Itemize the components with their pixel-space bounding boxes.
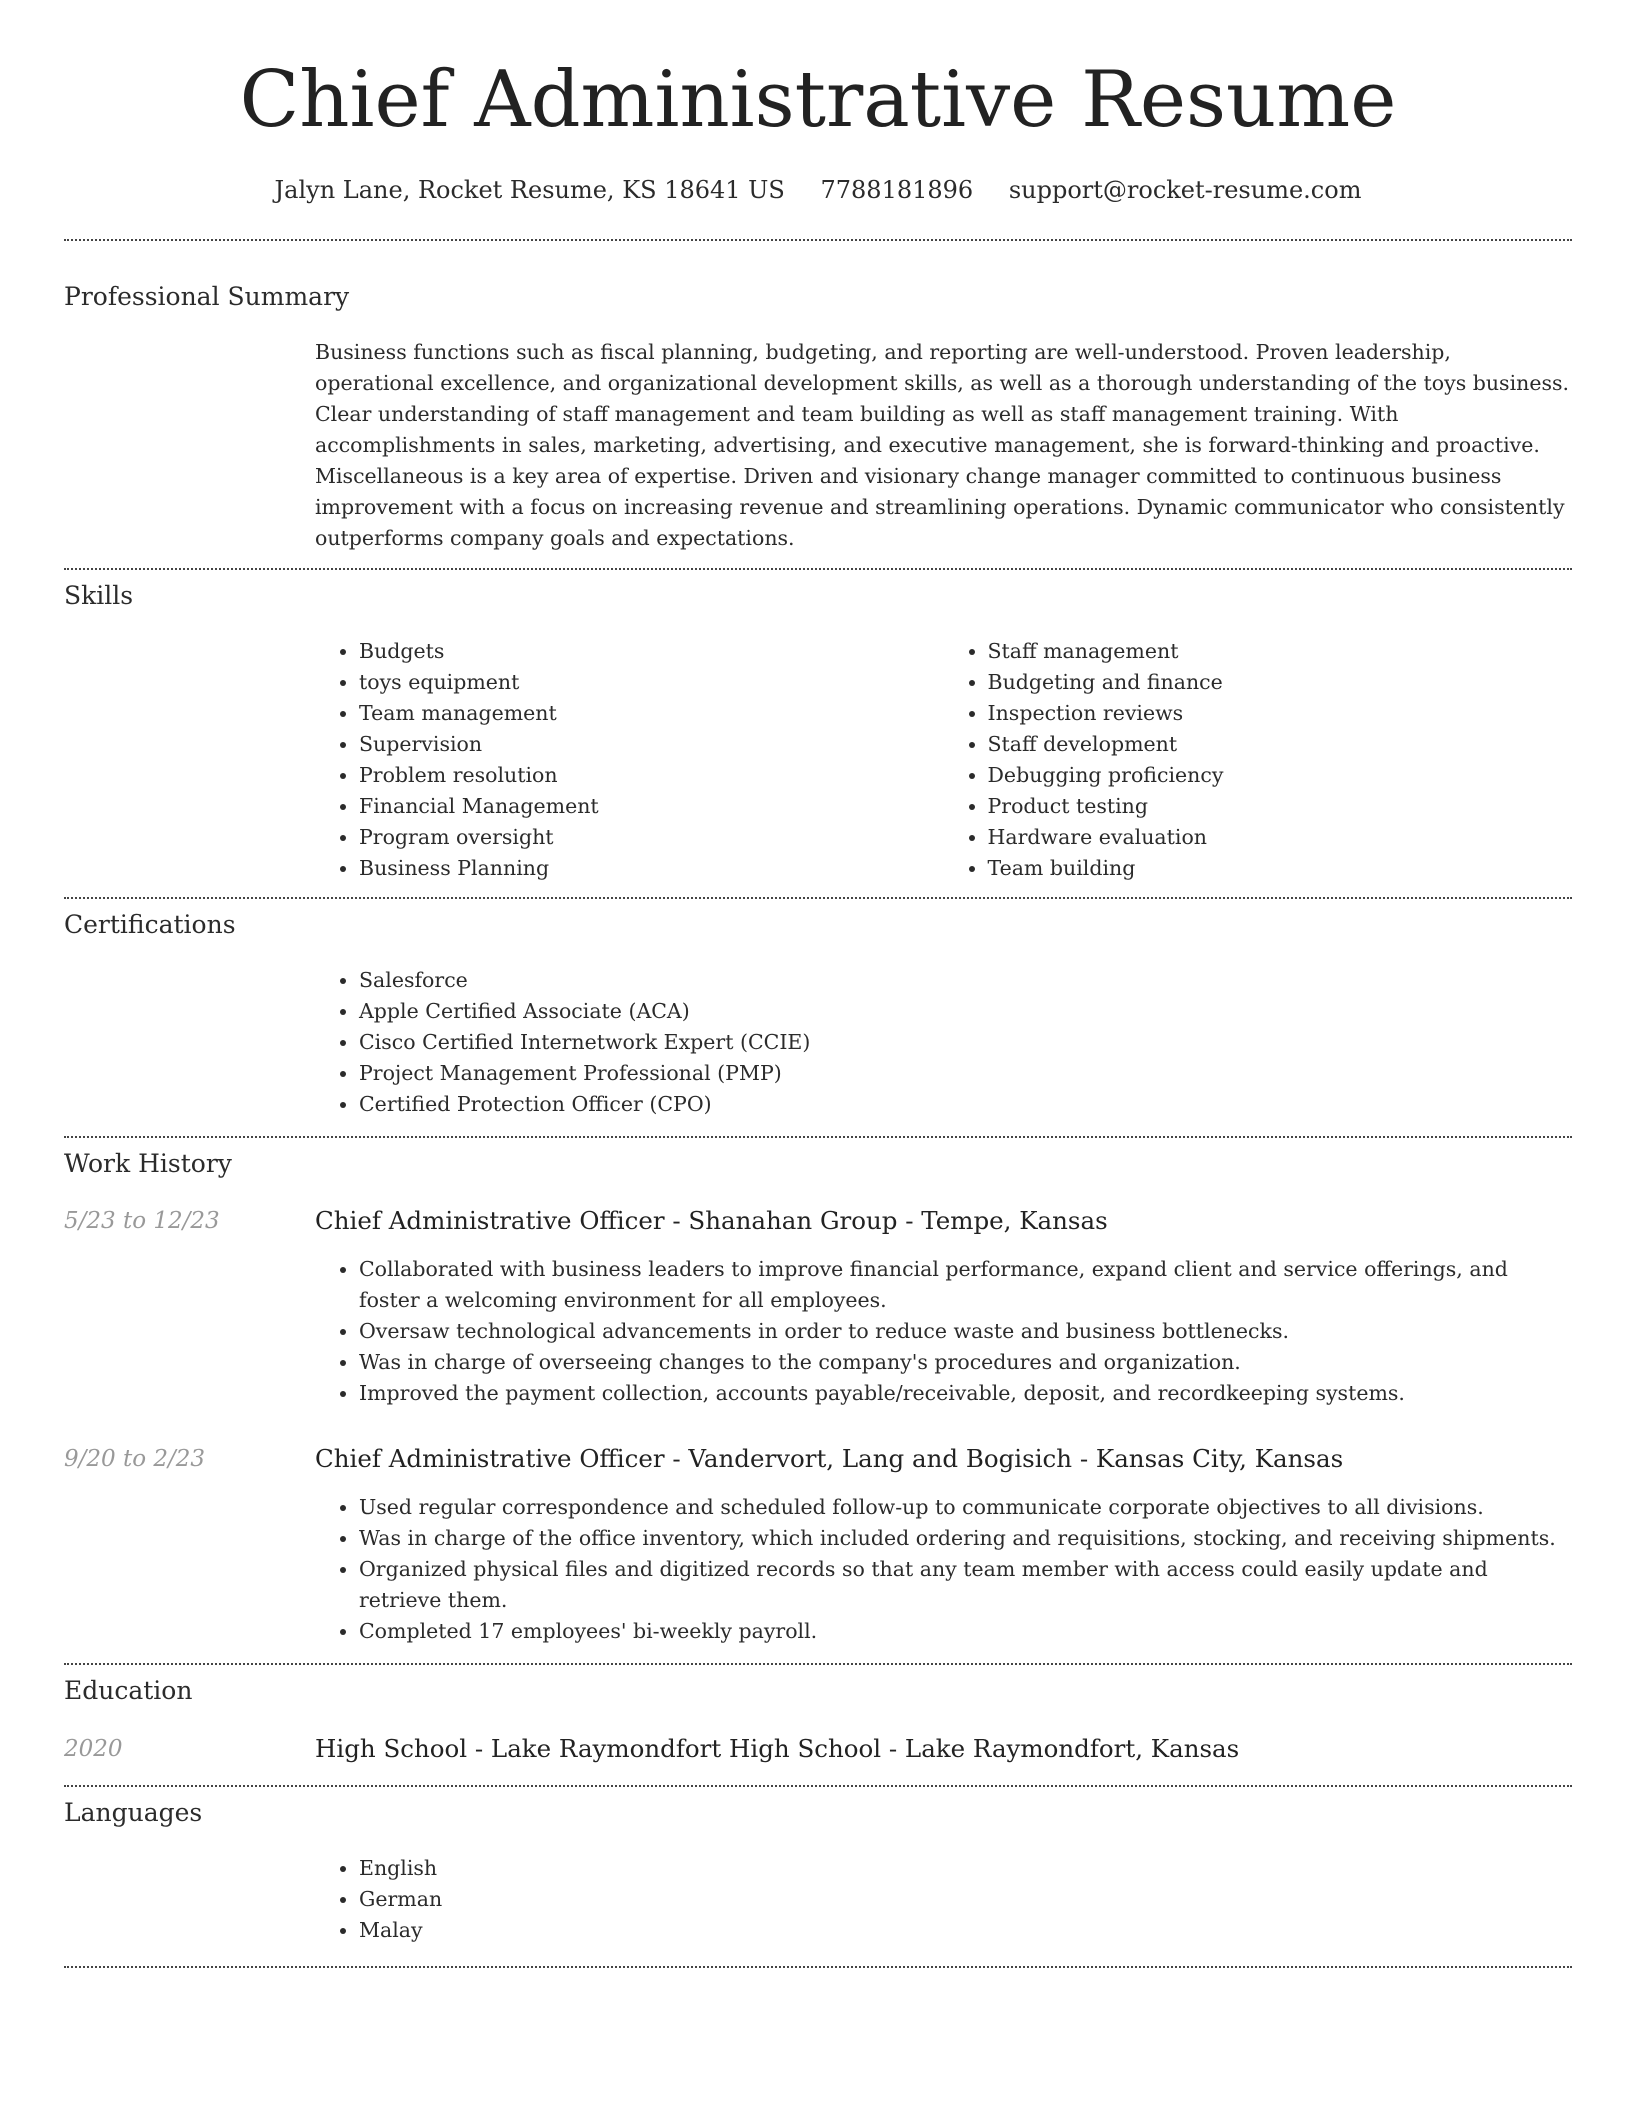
contact-phone: 7788181896 <box>820 176 974 204</box>
list-item: • Business Planning <box>359 853 944 884</box>
list-item: • Certified Protection Officer (CPO) <box>359 1089 1572 1120</box>
divider <box>64 568 1572 570</box>
list-item: • Project Management Professional (PMP) <box>359 1058 1572 1089</box>
list-item: • Cisco Certified Internetwork Expert (CCIE) <box>359 1027 1572 1058</box>
list-item: • toys equipment <box>359 667 944 698</box>
list-item: • Problem resolution <box>359 760 944 791</box>
skills-list-right <box>944 636 1573 884</box>
list-item: • Staff management <box>988 636 1573 667</box>
list-item: • Was in charge of the office inventory, which included ordering and requisitions, stocking, and receiving shipments. <box>359 1523 1572 1554</box>
list-item: • Malay <box>359 1915 1572 1946</box>
education-entry: High School - Lake Raymondfort High School - Lake Raymondfort, Kansas <box>315 1734 1240 1763</box>
divider <box>64 897 1572 899</box>
contact-line <box>64 170 1572 210</box>
section-heading-education: Education <box>64 1676 193 1705</box>
list-item: • Collaborated with business leaders to improve financial performance, expand client and service offerings, and foster a welcoming environment for all employees. <box>359 1254 1572 1316</box>
list-item: • Budgets <box>359 636 944 667</box>
list-item: • Team management <box>359 698 944 729</box>
job-title: Chief Administrative Officer - Shanahan Group - Tempe, Kansas <box>315 1206 1108 1235</box>
list-item: • Apple Certified Associate (ACA) <box>359 996 1572 1027</box>
skills-grid <box>315 636 1572 884</box>
section-heading-skills: Skills <box>64 581 134 610</box>
section-heading-languages: Languages <box>64 1798 203 1827</box>
list-item: • Used regular correspondence and scheduled follow-up to communicate corporate objectives to all divisions. <box>359 1492 1572 1523</box>
job-bullets <box>315 1492 1572 1647</box>
divider <box>64 1785 1572 1787</box>
job-dates: 9/20 to 2/23 <box>64 1446 206 1472</box>
list-item: • Completed 17 employees' bi-weekly payroll. <box>359 1616 1572 1647</box>
list-item: • Inspection reviews <box>988 698 1573 729</box>
list-item: • Program oversight <box>359 822 944 853</box>
list-item: • Organized physical files and digitized records so that any team member with access could easily update and retrieve them. <box>359 1554 1572 1616</box>
skills-block <box>315 636 1572 884</box>
list-item: • Was in charge of overseeing changes to the company's procedures and organization. <box>359 1347 1572 1378</box>
list-item: • Team building <box>988 853 1573 884</box>
summary-block <box>315 337 1572 554</box>
contact-email: support@rocket-resume.com <box>1008 176 1362 204</box>
list-item: • German <box>359 1884 1572 1915</box>
resume-title: Chief Administrative Resume <box>239 55 1397 145</box>
summary-text: Business functions such as fiscal planning, budgeting, and reporting are well-understood. Proven leadership, operational excellence, and organizational development skills, as well as a thorough understanding of the toys business. Clear understanding of staff management and team building as well as staff management training. With accomplishments in sales, marketing, advertising, and executive management, she is forward-thinking and proactive. Miscellaneous is a key area of expertise. Driven and visionary change manager committed to continuous business improvement with a focus on increasing revenue and streamlining operations. Dynamic communicator who consistently outperforms company goals and expectations. <box>315 340 1570 550</box>
job-bullets-block <box>315 1254 1572 1409</box>
certifications-block <box>315 965 1572 1120</box>
section-heading-work: Work History <box>64 1149 232 1178</box>
list-item: • Oversaw technological advancements in order to reduce waste and business bottlenecks. <box>359 1316 1572 1347</box>
list-item: • English <box>359 1853 1572 1884</box>
list-item: • Staff development <box>988 729 1573 760</box>
divider <box>64 1136 1572 1138</box>
list-item: • Debugging proficiency <box>988 760 1573 791</box>
languages-block <box>315 1853 1572 1946</box>
education-year: 2020 <box>64 1736 123 1762</box>
list-item: • Product testing <box>988 791 1573 822</box>
languages-list <box>315 1853 1572 1946</box>
job-dates: 5/23 to 12/23 <box>64 1208 220 1234</box>
certifications-list <box>315 965 1572 1120</box>
section-heading-certifications: Certifications <box>64 910 236 939</box>
job-bullets-block <box>315 1492 1572 1647</box>
divider <box>64 1966 1572 1968</box>
list-item: • Budgeting and finance <box>988 667 1573 698</box>
list-item: • Salesforce <box>359 965 1572 996</box>
divider <box>64 1663 1572 1665</box>
section-heading-summary: Professional Summary <box>64 282 350 311</box>
list-item: • Improved the payment collection, accounts payable/receivable, deposit, and recordkeeping systems. <box>359 1378 1572 1409</box>
job-bullets <box>315 1254 1572 1409</box>
list-item: • Supervision <box>359 729 944 760</box>
contact-address: Jalyn Lane, Rocket Resume, KS 18641 US <box>274 176 785 204</box>
job-title: Chief Administrative Officer - Vandervort, Lang and Bogisich - Kansas City, Kansas <box>315 1444 1344 1473</box>
divider <box>64 239 1572 241</box>
list-item: • Hardware evaluation <box>988 822 1573 853</box>
list-item: • Financial Management <box>359 791 944 822</box>
skills-list-left <box>315 636 944 884</box>
